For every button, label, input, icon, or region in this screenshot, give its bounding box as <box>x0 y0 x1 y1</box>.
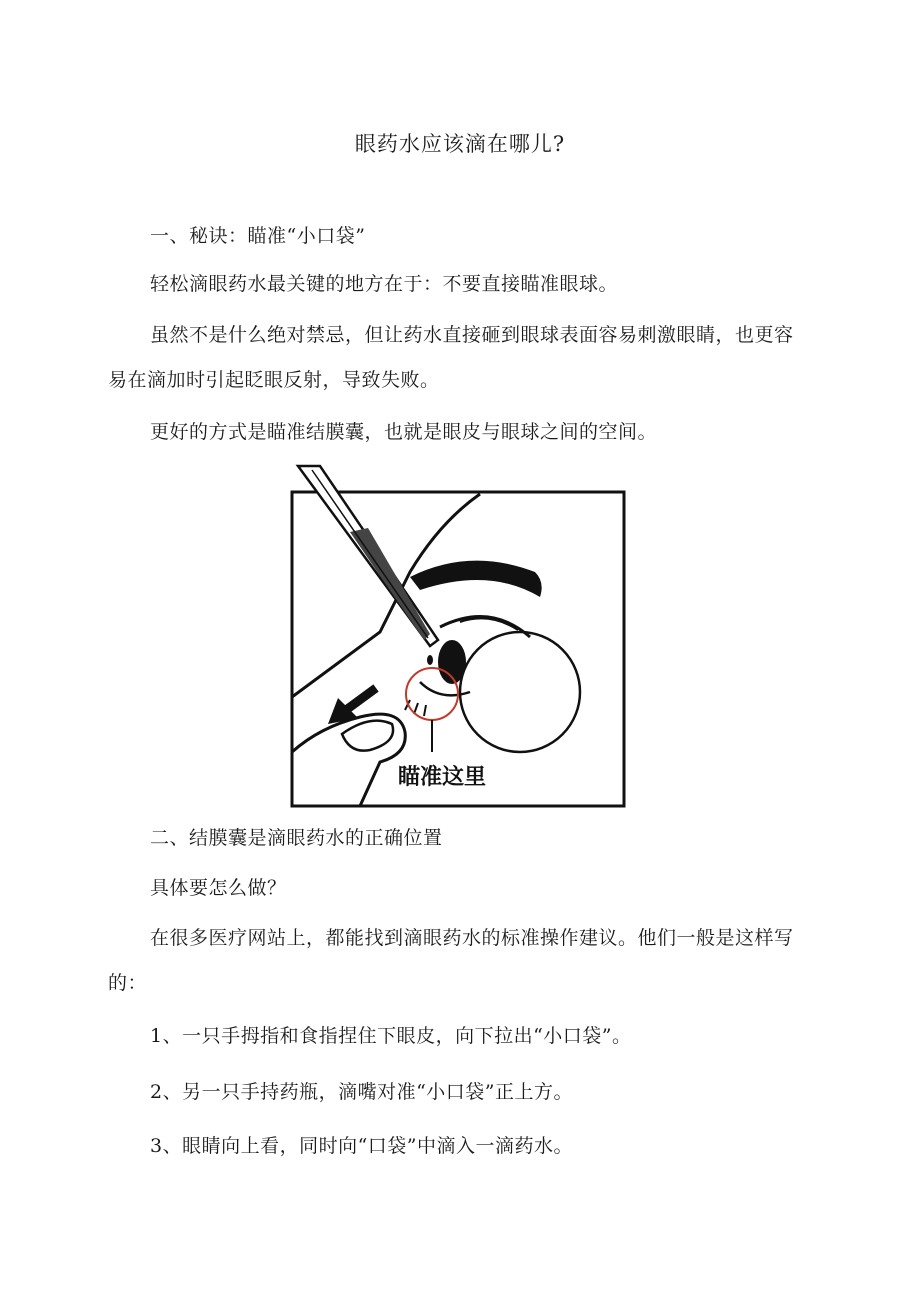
paragraph-3: 更好的方式是瞄准结膜囊，也就是眼皮与眼球之间的空间。 <box>150 421 658 443</box>
paragraph-4: 具体要怎么做？ <box>150 877 287 899</box>
eyeball <box>460 632 580 752</box>
step-2: 2、另一只手持药瓶，滴嘴对准“小口袋”正上方。 <box>150 1081 574 1103</box>
drop <box>427 655 433 665</box>
step-3: 3、眼睛向上看，同时向“口袋”中滴入一滴药水。 <box>150 1135 574 1157</box>
eye-drop-illustration <box>280 462 630 812</box>
figure-label: 瞄准这里 <box>398 765 487 790</box>
paragraph-2: 虽然不是什么绝对禁忌，但让药水直接砸到眼球表面容易刺激眼睛，也更容易在滴加时引起眨眼反射，导致失败。 <box>108 324 794 391</box>
paragraph-5: 在很多医疗网站上，都能找到滴眼药水的标准操作建议。他们一般是这样写的： <box>108 927 794 994</box>
step-1: 1、一只手拇指和食指捏住下眼皮，向下拉出“小口袋”。 <box>150 1025 632 1047</box>
section-heading-2: 二、结膜囊是滴眼药水的正确位置 <box>150 827 443 849</box>
section-heading-1: 一、秘诀：瞄准“小口袋” <box>150 225 366 247</box>
page-title: 眼药水应该滴在哪儿? <box>354 132 566 156</box>
paragraph-1: 轻松滴眼药水最关键的地方在于：不要直接瞄准眼球。 <box>150 273 619 295</box>
